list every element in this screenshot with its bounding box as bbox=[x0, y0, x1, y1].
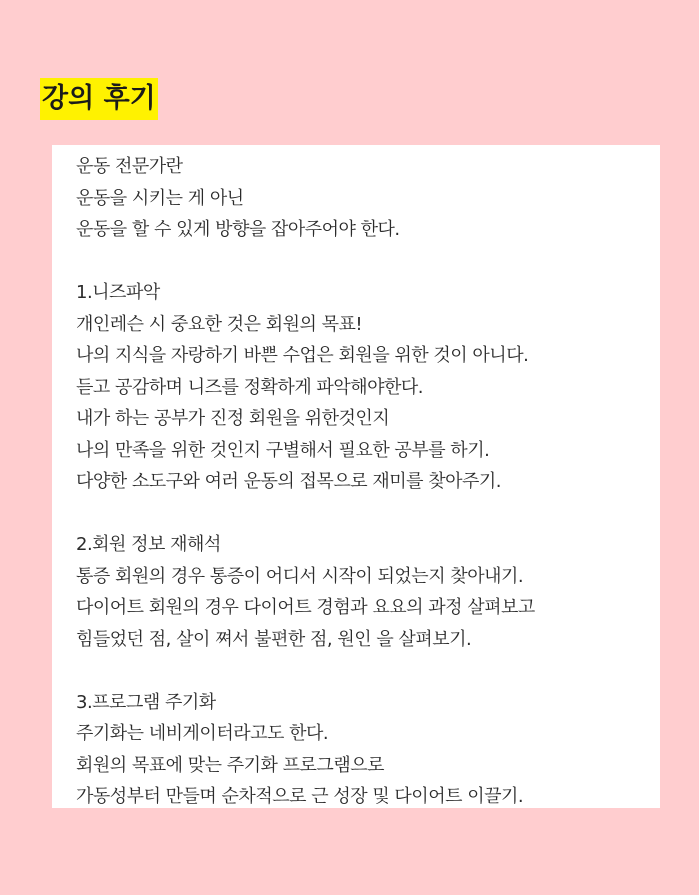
section-line: 내가 하는 공부가 진정 회원을 위한것인지 bbox=[76, 408, 390, 429]
blank-line bbox=[76, 498, 660, 530]
intro-line: 운동을 시키는 게 아닌 bbox=[76, 187, 244, 209]
review-card bbox=[52, 145, 660, 808]
section-heading-member-info: 2.회원 정보 재해석 bbox=[76, 534, 221, 555]
blank-line bbox=[76, 246, 660, 278]
review-text bbox=[76, 151, 660, 813]
section-line: 주기화는 네비게이터라고도 한다. bbox=[76, 723, 329, 744]
section-line: 나의 만족을 위한 것인지 구별해서 필요한 공부를 하기. bbox=[76, 439, 490, 461]
section-line: 개인레슨 시 중요한 것은 회원의 목표! bbox=[76, 313, 363, 335]
section-heading-needs: 1.니즈파악 bbox=[76, 282, 160, 303]
section-heading-periodization: 3.프로그램 주기화 bbox=[76, 691, 216, 713]
section-line: 통증 회원의 경우 통증이 어디서 시작이 되었는지 찾아내기. bbox=[76, 565, 524, 587]
section-line: 회원의 목표에 맞는 주기화 프로그램으로 bbox=[76, 754, 384, 776]
section-line: 다이어트 회원의 경우 다이어트 경험과 요요의 과정 살펴보고 bbox=[76, 597, 535, 618]
section-line: 힘들었던 점, 살이 쪄서 불편한 점, 원인 을 살펴보기. bbox=[76, 628, 472, 650]
section-line: 다양한 소도구와 여러 운동의 접목으로 재미를 찾아주기. bbox=[76, 471, 501, 492]
page-title: 강의 후기 bbox=[40, 78, 158, 120]
blank-line bbox=[76, 655, 660, 687]
intro-line: 운동을 할 수 있게 방향을 잡아주어야 한다. bbox=[76, 219, 400, 240]
intro-line: 운동 전문가란 bbox=[76, 156, 183, 177]
section-line: 듣고 공감하며 니즈를 정확하게 파악해야한다. bbox=[76, 376, 423, 398]
section-line: 나의 지식을 자랑하기 바쁜 수업은 회원을 위한 것이 아니다. bbox=[76, 345, 529, 366]
section-line: 가동성부터 만들며 순차적으로 근 성장 및 다이어트 이끌기. bbox=[76, 786, 524, 807]
